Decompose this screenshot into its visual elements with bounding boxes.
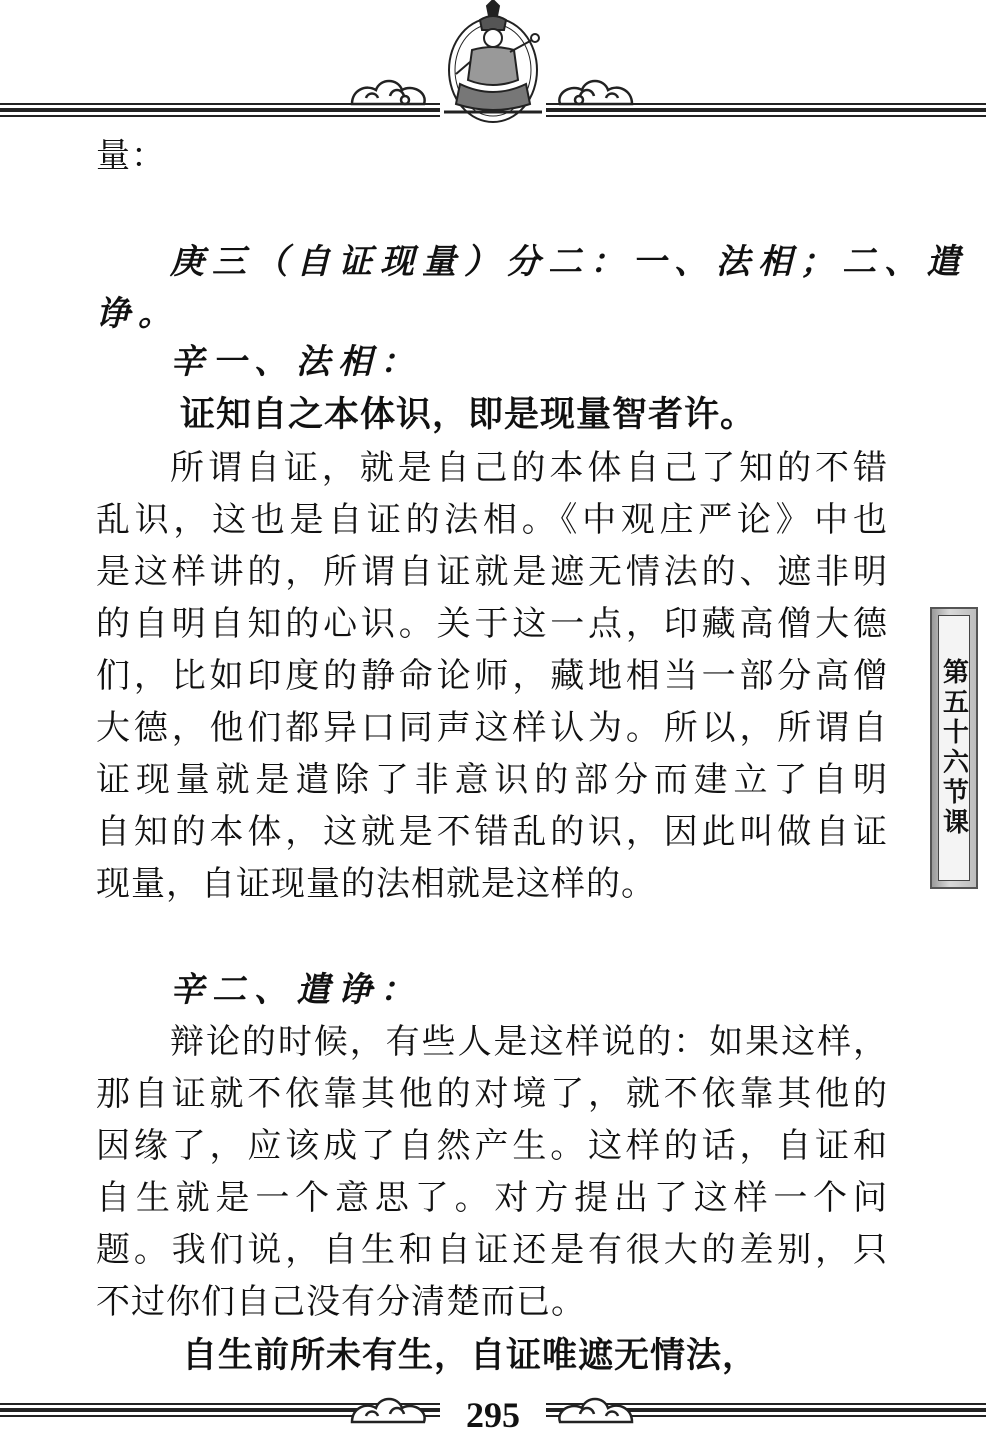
paragraph-line: 那自证就不依靠其他的对境了，就不依靠其他的: [96, 1074, 888, 1114]
paragraph-line: 大德，他们都异口同声这样认为。所以，所谓自: [96, 708, 888, 748]
paragraph-line: 所谓自证，就是自己的本体自己了知的不错: [170, 448, 888, 488]
paragraph-line: 们，比如印度的静命论师，藏地相当一部分高僧: [96, 656, 888, 696]
paragraph-line: 题。我们说，自生和自证还是有很大的差别，只: [96, 1230, 888, 1270]
subsection-heading: 辛二、遣诤：: [170, 970, 422, 1010]
cloud-right-icon: [559, 81, 632, 104]
paragraph-line: 现量，自证现量的法相就是这样的。: [96, 864, 656, 904]
paragraph-line: 证现量就是遣除了非意识的部分而建立了自明: [96, 760, 888, 800]
paragraph-line: 因缘了，应该成了自然产生。这样的话，自证和: [96, 1126, 888, 1166]
verse-line: 证知自之本体识，即是现量智者许。: [180, 395, 757, 435]
text-line-continuation: 量：: [96, 136, 166, 176]
footer-cloud-right-icon: [559, 1399, 632, 1422]
page-number: 295: [466, 1395, 520, 1435]
verse-line: 自生前所未有生，自证唯遮无情法，: [182, 1336, 759, 1376]
subsection-heading: 辛一、法相：: [170, 342, 422, 382]
header-ornament: [0, 0, 986, 125]
paragraph-line: 辩论的时候，有些人是这样说的：如果这样，: [170, 1022, 888, 1062]
footer-cloud-left-icon: [352, 1399, 425, 1422]
section-heading-continuation: 诤。: [96, 294, 180, 334]
paragraph-line: 乱识，这也是自证的法相。《中观庄严论》中也: [96, 500, 888, 540]
header-ornament-graphic: [0, 0, 986, 125]
paragraph-line: 自生就是一个意思了。对方提出了这样一个问: [96, 1178, 888, 1218]
paragraph-line: 不过你们自己没有分清楚而已。: [96, 1282, 586, 1322]
chapter-side-tab: [930, 607, 978, 889]
chapter-side-tab-inner: [938, 615, 970, 881]
paragraph-line: 自知的本体，这就是不错乱的识，因此叫做自证: [96, 812, 888, 852]
chapter-side-tab-label: 第五十六节课: [938, 658, 969, 838]
cloud-left-icon: [352, 81, 425, 104]
paragraph-line: 是这样讲的，所谓自证就是遮无情法的、遮非明: [96, 552, 888, 592]
paragraph-line: 的自明自知的心识。关于这一点，印藏高僧大德: [96, 604, 888, 644]
section-heading: 庚三（自证现量）分二：一、法相；二、遣: [170, 242, 968, 282]
deity-figure-icon: [444, 0, 542, 122]
